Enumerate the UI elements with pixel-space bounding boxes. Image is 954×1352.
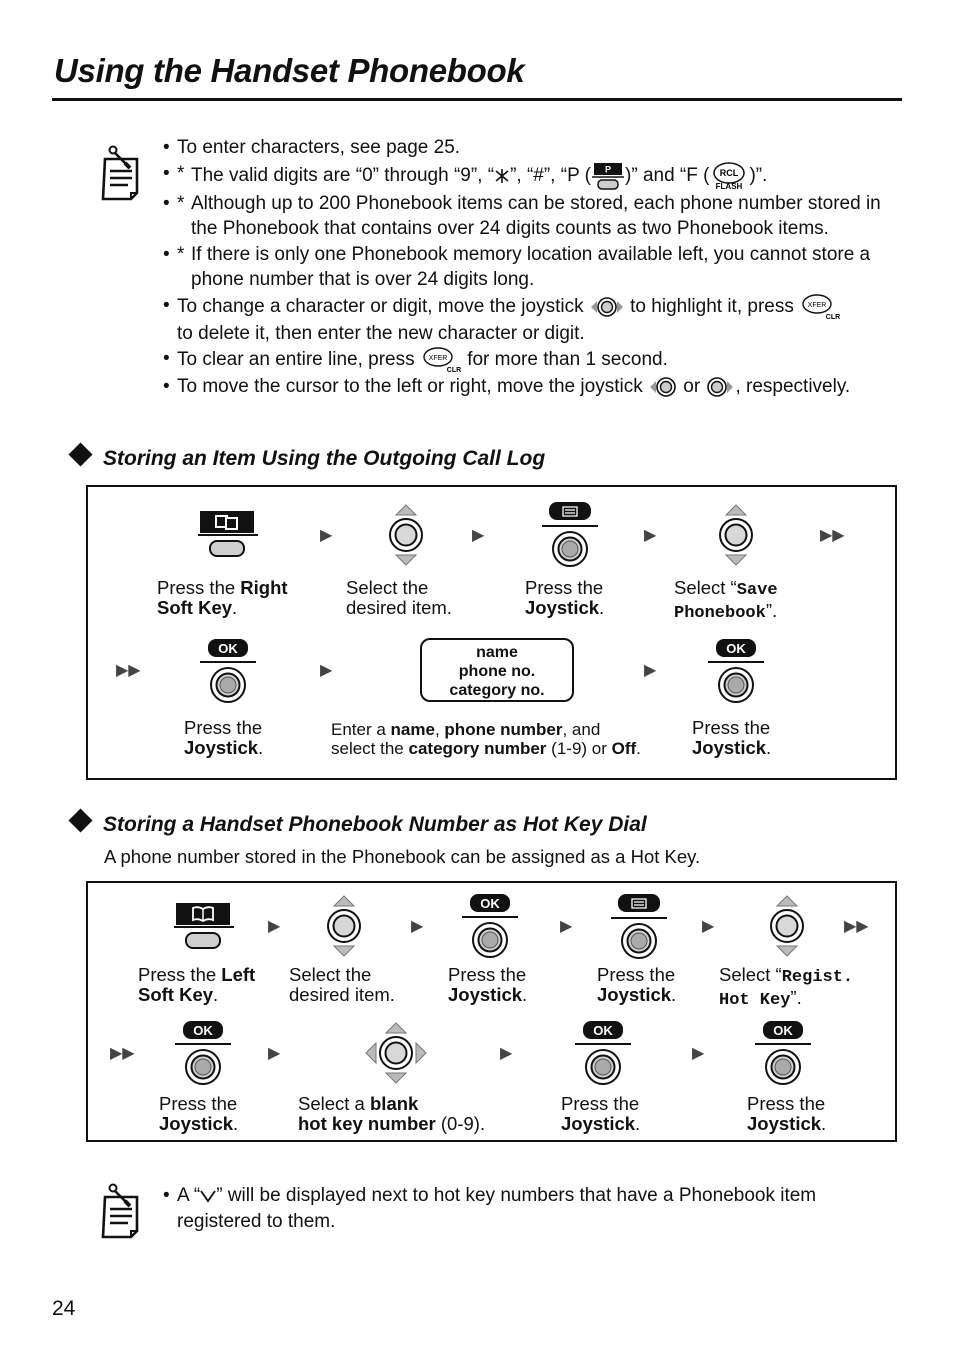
ok-joystick-icon bbox=[460, 893, 520, 963]
continue-arrow-icon: ▶▶ bbox=[110, 1045, 135, 1062]
procedure-box bbox=[86, 881, 897, 1142]
svg-text:RCL: RCL bbox=[720, 167, 739, 178]
section-heading: Storing a Handset Phonebook Number as Hot Key Dial bbox=[72, 813, 647, 837]
entry-fields-box: name phone no. category no. bbox=[420, 638, 574, 702]
pause-key-icon bbox=[591, 161, 625, 191]
note-item: • * If there is only one Phonebook memory location available left, you cannot store a phone number that is over 24 digits long. bbox=[163, 242, 903, 293]
ok-joystick-icon bbox=[198, 638, 258, 708]
notes-list bbox=[163, 135, 903, 400]
svg-text:FLASH: FLASH bbox=[716, 181, 743, 191]
procedure-box bbox=[86, 485, 897, 780]
note-item: • * Although up to 200 Phonebook items can be stored, each phone number stored in the Phonebook that contains over 24 digits counts as two Phonebook items. bbox=[163, 191, 903, 242]
joystick-up-down-icon bbox=[386, 503, 426, 567]
page-number: 24 bbox=[52, 1297, 76, 1320]
continue-arrow-icon: ▶▶ bbox=[820, 527, 845, 544]
title-divider bbox=[52, 98, 902, 101]
section-description: A phone number stored in the Phonebook can be assigned as a Hot Key. bbox=[104, 846, 701, 867]
note-item: • To change a character or digit, move the joystick to highlight it, press XFER CLR to delete it, then enter the new character or digit. bbox=[163, 293, 903, 347]
svg-text:OK: OK bbox=[773, 1023, 793, 1038]
ok-joystick-icon bbox=[173, 1020, 233, 1090]
note-item: • * The valid digits are “0” through “9”, “ ”, “#”, “P ( P )” and “F ( RCL FLASH )”. bbox=[163, 161, 903, 191]
clear-key-icon bbox=[799, 293, 841, 321]
joystick-up-down-icon bbox=[767, 894, 807, 958]
step-caption: Press the Joystick. bbox=[184, 717, 264, 758]
ok-joystick-icon bbox=[706, 638, 766, 708]
svg-text:CLR: CLR bbox=[446, 367, 462, 374]
svg-text:OK: OK bbox=[480, 896, 500, 911]
joystick-up-down-icon bbox=[716, 503, 756, 567]
step-caption: Press the Joystick. bbox=[448, 964, 528, 1005]
svg-text:XFER: XFER bbox=[807, 301, 827, 309]
note-icon bbox=[97, 145, 145, 201]
step-arrow-icon: ▶ bbox=[702, 918, 715, 935]
joystick-left-icon bbox=[648, 376, 678, 398]
step-arrow-icon: ▶ bbox=[268, 1045, 281, 1062]
step-caption: Press the Joystick. bbox=[692, 717, 772, 758]
clear-key-icon bbox=[420, 346, 462, 374]
ok-joystick-icon bbox=[753, 1020, 813, 1090]
joystick-right-icon bbox=[705, 376, 735, 398]
step-caption: Press the Joystick. bbox=[561, 1093, 641, 1134]
step-arrow-icon: ▶ bbox=[692, 1045, 705, 1062]
continue-arrow-icon: ▶▶ bbox=[116, 662, 141, 679]
step-arrow-icon: ▶ bbox=[472, 527, 485, 544]
step-caption: Press the Right Soft Key. bbox=[157, 577, 288, 618]
joystick-4way-icon bbox=[364, 1021, 428, 1085]
diamond-bullet-icon bbox=[68, 442, 92, 466]
step-caption: Select the desired item. bbox=[289, 964, 395, 1005]
note-item: • To clear an entire line, press XFER CLR for more than 1 second. bbox=[163, 346, 903, 374]
svg-text:OK: OK bbox=[726, 641, 746, 656]
svg-text:CLR: CLR bbox=[825, 313, 841, 321]
svg-text:XFER: XFER bbox=[428, 355, 448, 362]
ok-joystick-icon bbox=[573, 1020, 633, 1090]
step-caption: Press the Joystick. bbox=[159, 1093, 239, 1134]
note-item: • To enter characters, see page 25. bbox=[163, 135, 903, 161]
step-caption: Press the Left Soft Key. bbox=[138, 964, 256, 1005]
asterisk-key-icon bbox=[494, 168, 510, 184]
step-arrow-icon: ▶ bbox=[644, 527, 657, 544]
step-caption: Select “Regist. Hot Key”. bbox=[719, 964, 854, 1010]
step-arrow-icon: ▶ bbox=[411, 918, 424, 935]
svg-text:P: P bbox=[605, 164, 612, 174]
joystick-left-right-icon bbox=[589, 296, 625, 318]
svg-text:OK: OK bbox=[593, 1023, 613, 1038]
joystick-up-down-icon bbox=[324, 894, 364, 958]
step-caption: Press the Joystick. bbox=[597, 964, 677, 1005]
step-arrow-icon: ▶ bbox=[320, 527, 333, 544]
note-icon bbox=[97, 1183, 145, 1239]
flash-key-icon bbox=[709, 161, 749, 191]
step-caption: Select “Save Phonebook”. bbox=[674, 577, 778, 623]
step-arrow-icon: ▶ bbox=[644, 662, 657, 679]
right-soft-key-icon bbox=[196, 503, 260, 561]
step-arrow-icon: ▶ bbox=[320, 662, 333, 679]
checkmark-icon bbox=[200, 1189, 216, 1203]
step-arrow-icon: ▶ bbox=[560, 918, 573, 935]
diamond-bullet-icon bbox=[68, 808, 92, 832]
joystick-menu-press-icon bbox=[540, 501, 600, 569]
left-soft-key-phonebook-icon bbox=[172, 895, 236, 953]
svg-text:OK: OK bbox=[193, 1023, 213, 1038]
step-arrow-icon: ▶ bbox=[268, 918, 281, 935]
step-caption: Enter a name, phone number, and select the category number (1-9) or Off. bbox=[331, 720, 641, 758]
continue-arrow-icon: ▶▶ bbox=[844, 918, 869, 935]
svg-text:OK: OK bbox=[218, 641, 238, 656]
step-caption: Press the Joystick. bbox=[747, 1093, 827, 1134]
section-heading: Storing an Item Using the Outgoing Call Log bbox=[72, 447, 545, 471]
step-arrow-icon: ▶ bbox=[500, 1045, 513, 1062]
note-item: • To move the cursor to the left or right, move the joystick or , respectively. bbox=[163, 374, 903, 400]
joystick-menu-press-icon bbox=[609, 893, 669, 961]
step-caption: Press the Joystick. bbox=[525, 577, 605, 618]
step-caption: Select the desired item. bbox=[346, 577, 452, 618]
step-caption: Select a blank hot key number (0-9). bbox=[298, 1093, 486, 1134]
footer-note: • A “ ” will be displayed next to hot key numbers that have a Phonebook item registered to them. bbox=[163, 1183, 883, 1235]
page-title: Using the Handset Phonebook bbox=[54, 52, 525, 89]
